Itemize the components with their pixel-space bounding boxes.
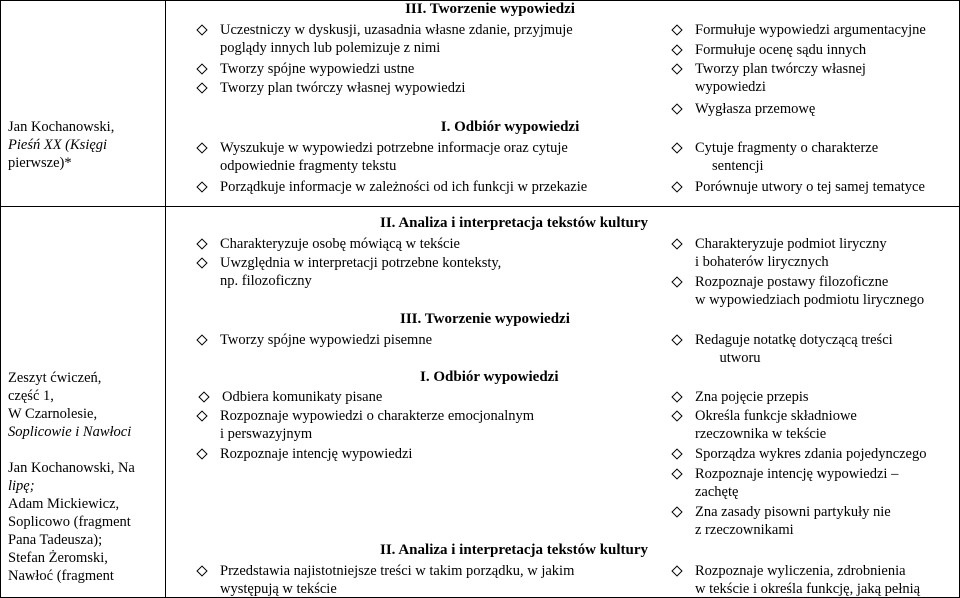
section-heading: I. Odbiór wypowiedzi [440,119,580,135]
extended-skill-item: Charakteryzuje podmiot liryczny [695,236,887,252]
basic-skill-item: Wyszukuje w wypowiedzi potrzebne informacje oraz cytuje [220,140,568,156]
reading-line: lipę; [8,478,35,494]
reading-line: pierwsze)* [8,155,72,171]
row1-reading-title [8,118,163,172]
basic-skill-item: Uwzględnia w interpretacji potrzebne konteksty, [220,255,502,271]
section-heading: III. Tworzenie wypowiedzi [400,311,570,327]
basic-skill-item: Uczestniczy w dyskusji, uzasadnia własne zdanie, przyjmuje [220,22,573,38]
extended-skill-item: Zna zasady pisowni partykuły nie [695,504,891,520]
extended-skill-item-cont: sentencji [712,158,764,174]
basic-skill-item: Tworzy spójne wypowiedzi ustne [220,61,415,77]
reading-line: Jan Kochanowski, Na [8,460,135,476]
extended-skill-item-cont: wypowiedzi [695,79,766,95]
extended-skill-item: Zna pojęcie przepis [695,389,809,405]
extended-skill-item: Cytuje fragmenty o charakterze [695,140,879,156]
reading-line: Nawłoć (fragment [8,568,114,584]
table-border-left [0,0,1,598]
row-divider [0,206,960,207]
reading-line: Jan Kochanowski, [8,119,115,135]
extended-skill-item: Porównuje utwory o tej samej tematyce [695,179,925,195]
extended-skill-item: Rozpoznaje postawy filozoficzne [695,274,889,290]
basic-skill-item-cont: odpowiednie fragmenty tekstu [220,158,397,174]
reading-line: część 1, [8,388,54,404]
extended-skill-item: Określa funkcje składniowe [695,408,857,424]
extended-skill-item-cont: w wypowiedziach podmiotu lirycznego [695,292,925,308]
reading-line: Pana Tadeusza); [8,532,103,548]
section-heading: II. Analiza i interpretacja tekstów kultury [380,215,649,231]
extended-skill-item: Formułuje wypowiedzi argumentacyjne [695,22,926,38]
basic-skill-item-cont: poglądy innych lub polemizuje z nimi [220,40,441,56]
basic-skill-item: Tworzy plan twórczy własnej wypowiedzi [220,80,466,96]
reading-line: Soplicowo (fragment [8,514,131,530]
section-heading: III. Tworzenie wypowiedzi [405,1,575,17]
column-divider [165,0,166,598]
section-heading: I. Odbiór wypowiedzi [420,369,559,385]
extended-skill-item: Redaguje notatkę dotyczącą treści [695,332,893,348]
extended-skill-item: Sporządza wykres zdania pojedynczego [695,446,927,462]
extended-skill-item: Rozpoznaje wyliczenia, zdrobnienia [695,563,906,579]
basic-skill-item: Porządkuje informacje w zależności od ich funkcji w przekazie [220,179,588,195]
reading-line: Stefan Żeromski, [8,550,108,566]
reading-line: W Czarnolesie, [8,406,98,422]
reading-line: Pieśń XX (Księgi [8,137,108,153]
extended-skill-item-cont: zachętę [695,484,739,500]
basic-skill-item: Przedstawia najistotniejsze treści w takim porządku, w jakim [220,563,575,579]
basic-skill-item: Rozpoznaje wypowiedzi o charakterze emocjonalnym [220,408,535,424]
extended-skill-item-cont: utworu [719,350,761,366]
extended-skill-item-cont: w tekście i określa funkcję, jaką pełnią [695,581,921,597]
extended-skill-item: Wygłasza przemowę [695,101,816,117]
reading-line [8,441,163,459]
basic-skill-item: Tworzy spójne wypowiedzi pisemne [220,332,433,348]
basic-skill-item-cont: występują w tekście [220,581,337,597]
extended-skill-item: Formułuje ocenę sądu innych [695,42,867,58]
extended-skill-item-cont: rzeczownika w tekście [695,426,827,442]
extended-skill-item: Rozpoznaje intencję wypowiedzi – [695,466,899,482]
section-heading: II. Analiza i interpretacja tekstów kultury [380,542,649,558]
reading-line: Zeszyt ćwiczeń, [8,370,102,386]
extended-skill-item-cont: i bohaterów lirycznych [695,254,829,270]
basic-skill-item: Odbiera komunikaty pisane [222,389,383,405]
row2-reading-list [8,369,163,585]
basic-skill-item: Charakteryzuje osobę mówiącą w tekście [220,236,460,252]
basic-skill-item-cont: i perswazyjnym [220,426,313,442]
reading-line: Adam Mickiewicz, [8,496,120,512]
basic-skill-item-cont: np. filozoficzny [220,273,312,289]
basic-skill-item: Rozpoznaje intencję wypowiedzi [220,446,413,462]
extended-skill-item: Tworzy plan twórczy własnej [695,61,866,77]
extended-skill-item-cont: z rzeczownikami [695,522,794,538]
reading-line: Soplicowie i Nawłoci [8,424,132,440]
